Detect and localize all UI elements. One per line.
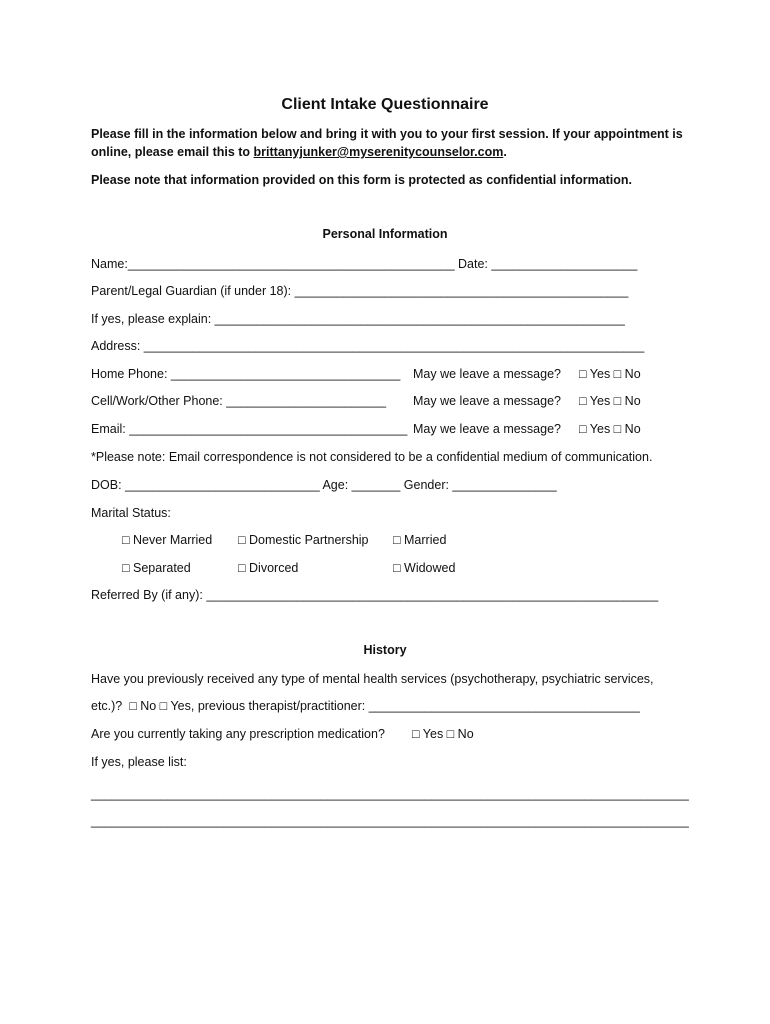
cell-phone-field[interactable]: Cell/Work/Other Phone: _______________________ [91, 394, 387, 408]
history-heading: History [363, 643, 407, 657]
intro-line-2-suffix: . [503, 145, 507, 159]
marital-option-widowed[interactable]: □ Widowed [393, 561, 456, 575]
email-field[interactable]: Email: ________________________________________ [91, 422, 408, 436]
email-message-question: May we leave a message? [413, 422, 561, 436]
marital-option-divorced[interactable]: □ Divorced [238, 561, 299, 575]
cell-phone-message-checkboxes[interactable]: □ Yes □ No [579, 394, 641, 408]
intro-line-1: Please fill in the information below and bring it with you to your first session. If your appointment is [91, 127, 683, 141]
email-confidentiality-note: *Please note: Email correspondence is not considered to be a confidential medium of communication. [91, 450, 653, 464]
address-field[interactable]: Address: ________________________________________________________________________ [91, 339, 645, 353]
personal-information-heading: Personal Information [322, 227, 448, 241]
referred-by-field[interactable]: Referred By (if any): _________________________________________________________________ [91, 588, 659, 602]
home-phone-message-question: May we leave a message? [413, 367, 561, 381]
medication-list-blank-2[interactable]: ______________________________________________________________________________________ [91, 814, 689, 828]
medication-question: Are you currently taking any prescription medication? [91, 727, 385, 741]
email-message-checkboxes[interactable]: □ Yes □ No [579, 422, 641, 436]
medication-list-blank-1[interactable]: ______________________________________________________________________________________ [91, 787, 689, 801]
confidential-notice: Please note that information provided on this form is protected as confidential information. [91, 173, 633, 187]
dob-age-gender-field[interactable]: DOB: ____________________________ Age: _______ Gender: _______________ [91, 478, 557, 492]
cell-phone-message-question: May we leave a message? [413, 394, 561, 408]
medication-list-label: If yes, please list: [91, 755, 187, 769]
contact-email-link[interactable]: brittanyjunker@myserenitycounselor.com [253, 145, 504, 159]
marital-option-never-married[interactable]: □ Never Married [122, 533, 213, 547]
name-date-field[interactable]: Name:_______________________________________________ Date: _____________________ [91, 257, 638, 271]
intro-line-2 [91, 144, 507, 160]
explain-field[interactable]: If yes, please explain: ___________________________________________________________ [91, 312, 625, 326]
form-title: Client Intake Questionnaire [281, 96, 489, 113]
guardian-field[interactable]: Parent/Legal Guardian (if under 18): ________________________________________________ [91, 284, 629, 298]
marital-status-label: Marital Status: [91, 506, 171, 520]
intro-line-2-prefix: online, please email this to [91, 145, 254, 159]
mental-health-question-line-1: Have you previously received any type of mental health services (psychotherapy, psychiatric services, [91, 672, 654, 686]
mental-health-question-line-2[interactable]: etc.)? □ No □ Yes, previous therapist/practitioner: _______________________________________ [91, 699, 640, 713]
marital-option-separated[interactable]: □ Separated [122, 561, 191, 575]
home-phone-message-checkboxes[interactable]: □ Yes □ No [579, 367, 641, 381]
marital-option-married[interactable]: □ Married [393, 533, 447, 547]
marital-option-domestic-partnership[interactable]: □ Domestic Partnership [238, 533, 369, 547]
medication-checkboxes[interactable]: □ Yes □ No [412, 727, 474, 741]
home-phone-field[interactable]: Home Phone: _________________________________ [91, 367, 401, 381]
